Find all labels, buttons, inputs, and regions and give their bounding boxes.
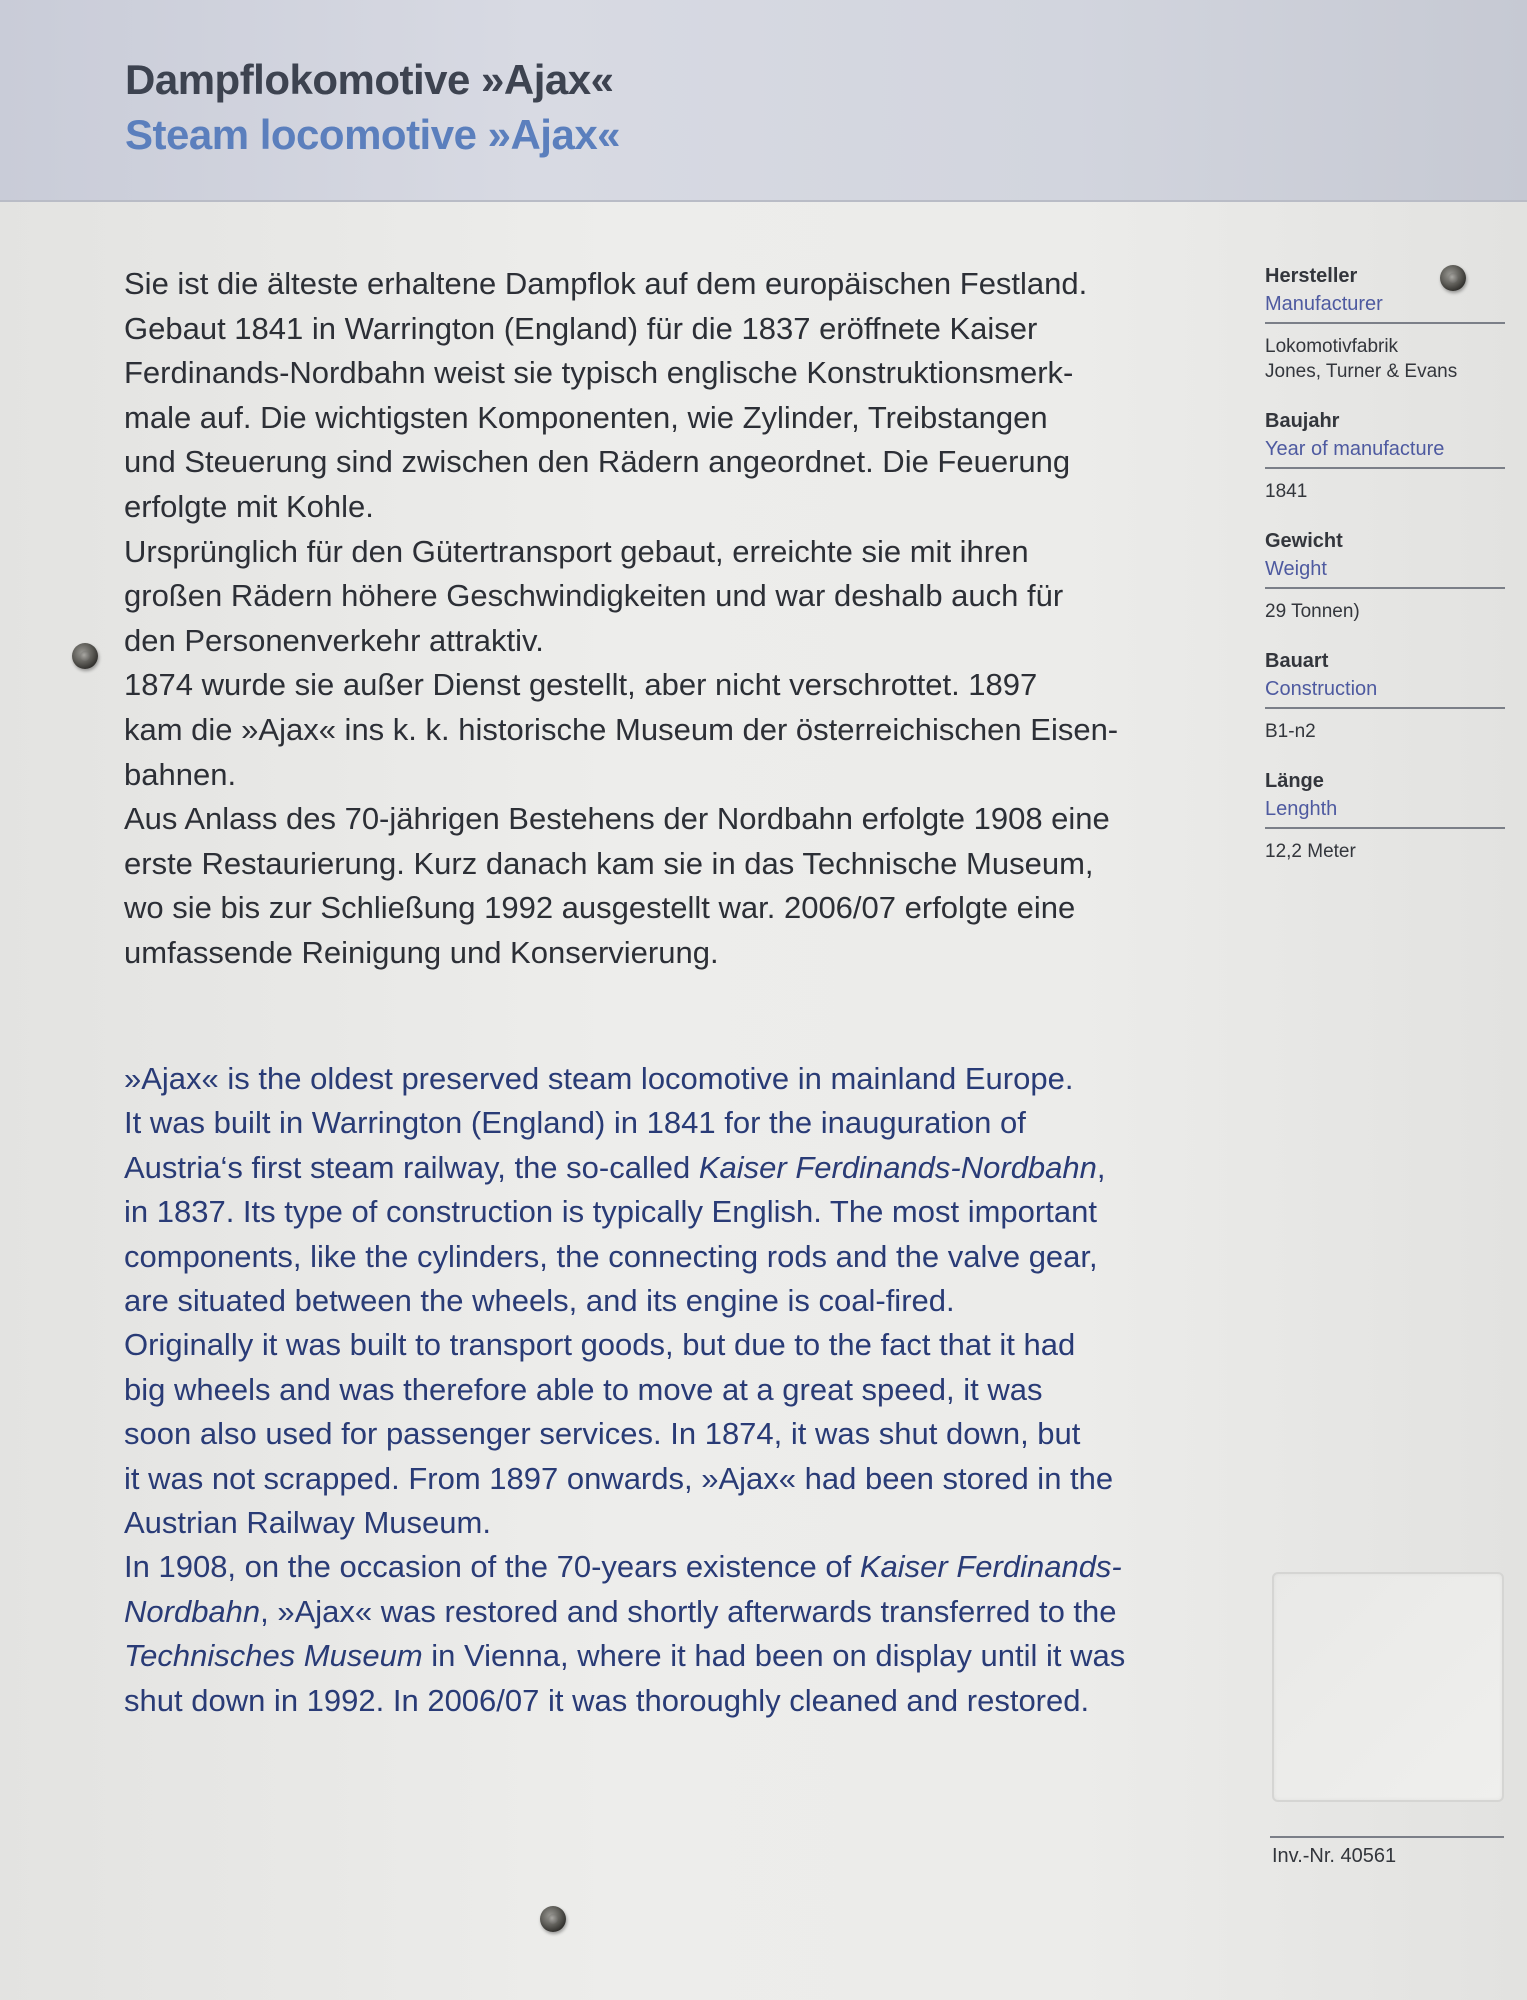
mounting-screw-icon [72, 643, 98, 669]
spec-label-en: Lenghth [1265, 795, 1505, 829]
text-line: it was not scrapped. From 1897 onwards, »Ajax« had been stored in the [124, 1460, 1114, 1496]
text-line: und Steuerung sind zwischen den Rädern angeordnet. Die Feuerung [124, 444, 1071, 480]
text-line: soon also used for passenger services. In 1874, it was shut down, but [124, 1416, 1081, 1452]
spec-weight [1265, 528, 1505, 624]
spec-label-en: Weight [1265, 555, 1505, 589]
text-fragment: , »Ajax« was restored and shortly afterwards transferred to the [260, 1593, 1117, 1629]
text-line: Ursprünglich für den Gütertransport gebaut, erreichte sie mit ihren [124, 533, 1029, 569]
italic-railway-name: Nordbahn [124, 1593, 261, 1629]
text-line: den Personenverkehr attraktiv. [124, 622, 544, 658]
italic-museum-name: Technisches Museum [124, 1638, 423, 1674]
spec-year [1265, 408, 1505, 504]
text-line [124, 1146, 1234, 1190]
text-fragment: , [1096, 1149, 1106, 1185]
spec-label-de: Gewicht [1265, 530, 1343, 552]
spec-label-en: Manufacturer [1265, 290, 1505, 324]
italic-railway-name: Kaiser Ferdinands- [859, 1549, 1122, 1585]
text-line: Gebaut 1841 in Warrington (England) für die 1837 eröffnete Kaiser [124, 310, 1038, 346]
spec-manufacturer [1265, 263, 1505, 384]
specs-sidebar [1265, 263, 1505, 888]
text-line [124, 1634, 1234, 1678]
spec-label-de: Bauart [1265, 650, 1329, 672]
spec-value: 12,2 Meter [1265, 841, 1356, 862]
spec-length [1265, 768, 1505, 864]
text-line: wo sie bis zur Schließung 1992 ausgestellt war. 2006/07 erfolgte eine [124, 890, 1076, 926]
text-line: in 1837. Its type of construction is typically English. The most important [124, 1194, 1097, 1230]
text-line [124, 1590, 1234, 1634]
text-fragment: in Vienna, where it had been on display until it was [422, 1638, 1126, 1674]
text-line: Originally it was built to transport goods, but due to the fact that it had [124, 1327, 1076, 1363]
spec-label-de: Länge [1265, 770, 1324, 792]
italic-railway-name: Kaiser Ferdinands-Nordbahn [698, 1149, 1097, 1185]
spec-label-en: Construction [1265, 675, 1505, 709]
spec-value-line: Lokomotivfabrik [1265, 336, 1399, 357]
text-line: erfolgte mit Kohle. [124, 488, 374, 524]
text-line: It was built in Warrington (England) in 1841 for the inauguration of [124, 1105, 1026, 1141]
german-description [124, 262, 1234, 976]
spec-value [1265, 334, 1505, 384]
spec-value: 29 Tonnen) [1265, 601, 1360, 622]
text-line: shut down in 1992. In 2006/07 it was thoroughly cleaned and restored. [124, 1682, 1090, 1718]
mounting-screw-icon [540, 1906, 566, 1932]
text-line: umfassende Reinigung und Konservierung. [124, 934, 719, 970]
title-english: Steam locomotive »Ajax« [125, 111, 621, 158]
text-line: kam die »Ajax« ins k. k. historische Museum der österreichischen Eisen- [124, 711, 1119, 747]
spec-label-de: Hersteller [1265, 265, 1358, 287]
text-fragment: In 1908, on the occasion of the 70-years existence of [124, 1549, 860, 1585]
text-line: großen Rädern höhere Geschwindigkeiten und war deshalb auch für [124, 578, 1064, 614]
text-line: Aus Anlass des 70-jährigen Bestehens der Nordbahn erfolgte 1908 eine [124, 801, 1110, 837]
mounting-screw-icon [1440, 265, 1466, 291]
text-line: bahnen. [124, 756, 237, 792]
divider [1270, 1836, 1504, 1838]
text-line: big wheels and was therefore able to move at a great speed, it was [124, 1371, 1043, 1407]
english-description [124, 1057, 1234, 1723]
text-line: »Ajax« is the oldest preserved steam locomotive in mainland Europe. [124, 1061, 1074, 1096]
spec-value: B1-n2 [1265, 721, 1316, 742]
header-band [0, 0, 1527, 202]
text-line [124, 1545, 1234, 1589]
text-line: Ferdinands-Nordbahn weist sie typisch englische Konstruktionsmerk- [124, 355, 1074, 391]
text-line: male auf. Die wichtigsten Komponenten, wie Zylinder, Treibstangen [124, 399, 1048, 435]
empty-photo-slot [1272, 1572, 1504, 1802]
text-line: 1874 wurde sie außer Dienst gestellt, aber nicht verschrottet. 1897 [124, 667, 1038, 703]
spec-label-de: Baujahr [1265, 410, 1340, 432]
spec-value: 1841 [1265, 481, 1308, 502]
inventory-number: Inv.-Nr. 40561 [1272, 1845, 1397, 1867]
text-line: Austrian Railway Museum. [124, 1505, 491, 1541]
spec-label-en: Year of manufacture [1265, 435, 1505, 469]
spec-value-line: Jones, Turner & Evans [1265, 361, 1458, 382]
spec-construction [1265, 648, 1505, 744]
title-german: Dampflokomotive »Ajax« [125, 56, 614, 103]
text-line: Sie ist die älteste erhaltene Dampflok auf dem europäischen Festland. [124, 266, 1088, 301]
text-line: are situated between the wheels, and its engine is coal-fired. [124, 1283, 955, 1319]
text-line: erste Restaurierung. Kurz danach kam sie in das Technische Museum, [124, 845, 1094, 881]
text-fragment: Austria‘s first steam railway, the so-called [124, 1149, 699, 1185]
text-line: components, like the cylinders, the connecting rods and the valve gear, [124, 1238, 1098, 1274]
